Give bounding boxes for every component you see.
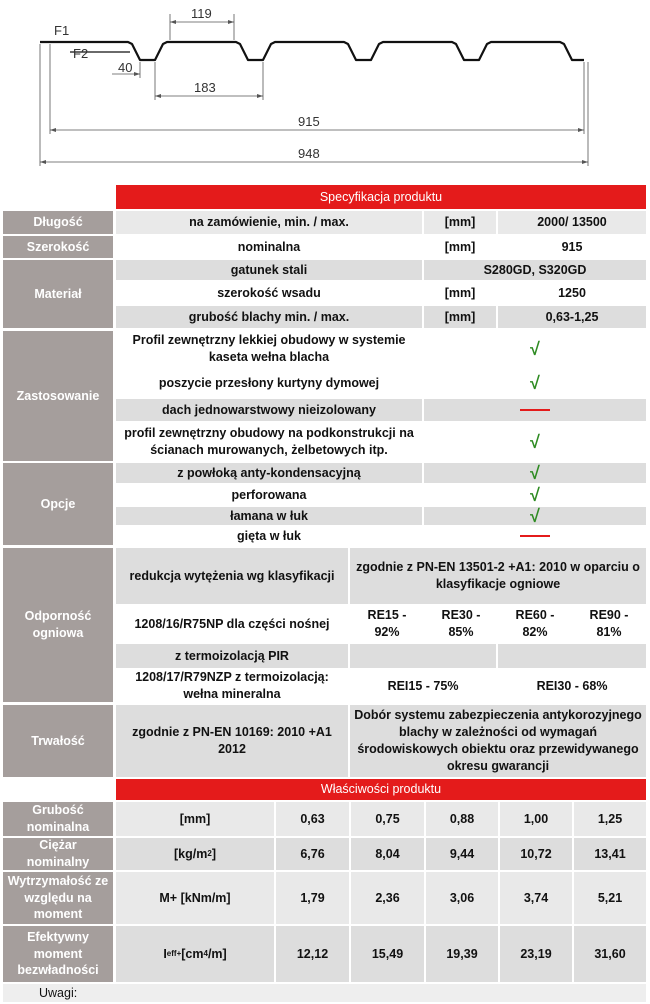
dim-183: 183: [194, 80, 216, 95]
label-efektywny: Efektywny moment bezwładności: [3, 926, 113, 982]
szerokosc-desc: nominalna: [237, 239, 301, 254]
dash-icon: [424, 527, 646, 545]
odpornosc-rei15: REI15 - 75%: [387, 678, 459, 693]
efektywny-value: 31,60: [574, 926, 646, 982]
grubosc-value: 1,00: [500, 802, 572, 836]
zastosowanie-row3: dach jednowarstwowy nieizolowany: [116, 399, 422, 421]
grubosc-value: 0,88: [426, 802, 498, 836]
label-trwalosc: Trwałość: [3, 705, 113, 777]
ciezar-value: 10,72: [500, 838, 572, 870]
wytrzymalosc-value: 2,36: [351, 872, 424, 924]
material-gatunek-desc: gatunek stali: [116, 260, 422, 280]
check-icon: √: [530, 431, 540, 452]
dlugosc-desc: na zamówienie, min. / max.: [116, 211, 422, 234]
material-grubosc-value: 0,63-1,25: [498, 306, 646, 328]
zastosowanie-row2: poszycie przesłony kurtyny dymowej: [158, 375, 380, 390]
material-wsad-desc: szerokość wsadu: [217, 285, 321, 300]
opcje-row3: łamana w łuk: [116, 507, 422, 525]
efektywny-unit: I eff + [cm 4 /m]: [116, 926, 274, 982]
profile-outline: [40, 42, 584, 60]
odpornosc-re30: RE30 - 85%: [441, 608, 481, 639]
wytrzymalosc-unit: M+ [kNm/m]: [116, 872, 274, 924]
dim-948: 948: [298, 146, 320, 161]
odpornosc-pir-empty2: [498, 644, 646, 668]
label-wytrzymalosc: Wytrzymałość ze względu na moment: [3, 872, 113, 924]
label-f1: F1: [54, 23, 70, 38]
odpornosc-reduction-value: zgodnie z PN-EN 13501-2 +A1: 2010 w oparciu o klasyfikacje ogniowe: [350, 548, 646, 604]
check-icon: √: [424, 463, 646, 483]
wytrzymalosc-value: 1,79: [276, 872, 349, 924]
zastosowanie-row4: profil zewnętrzny obudowy na podkonstrukcji na ścianach murowanych, żelbetowych itp.: [124, 426, 414, 457]
props-header: Właściwości produktu: [116, 779, 646, 800]
check-icon: √: [530, 484, 540, 505]
dlugosc-value: 2000/ 13500: [498, 211, 646, 234]
dash-icon: [424, 399, 646, 421]
dim-915: 915: [298, 114, 320, 129]
wytrzymalosc-value: 5,21: [574, 872, 646, 924]
odpornosc-re15: RE15 - 92%: [367, 608, 407, 639]
label-zastosowanie: Zastosowanie: [3, 331, 113, 461]
zastosowanie-row1: Profil zewnętrzny lekkiej obudowy w systemie kaseta wełna blacha: [132, 333, 406, 364]
grubosc-value: 0,75: [351, 802, 424, 836]
efektywny-value: 15,49: [351, 926, 424, 982]
check-icon: √: [530, 372, 540, 393]
spec-header: Specyfikacja produktu: [116, 185, 646, 209]
grubosc-unit: [mm]: [116, 802, 274, 836]
grubosc-value: 0,63: [276, 802, 349, 836]
label-material: Materiał: [3, 260, 113, 328]
odpornosc-re90: RE90 - 81%: [589, 608, 629, 639]
label-odpornosc: Odporność ogniowa: [3, 548, 113, 702]
trwalosc-value: Dobór systemu zabezpieczenia antykorozyjnego blachy w zależności od wymagań środowiskowych obiektu oraz przewidywanego okresu gwarancji: [350, 705, 646, 777]
material-wsad-value: 1250: [558, 285, 586, 300]
efektywny-value: 23,19: [500, 926, 572, 982]
label-f2: F2: [73, 46, 89, 61]
trwalosc-desc: zgodnie z PN-EN 10169: 2010 +A1 2012: [116, 705, 348, 777]
efektywny-value: 12,12: [276, 926, 349, 982]
ciezar-value: 9,44: [426, 838, 498, 870]
odpornosc-pir-desc: z termoizolacją PIR: [116, 644, 348, 668]
wytrzymalosc-value: 3,74: [500, 872, 572, 924]
ciezar-value: 6,76: [276, 838, 349, 870]
label-grubosc: Grubość nominalna: [3, 802, 113, 836]
ciezar-unit: [kg/m 2 ]: [116, 838, 274, 870]
szerokosc-unit: [mm]: [444, 239, 476, 254]
grubosc-value: 1,25: [574, 802, 646, 836]
ciezar-value: 8,04: [351, 838, 424, 870]
odpornosc-pir-empty1: [350, 644, 496, 668]
label-dlugosc: Długość: [3, 211, 113, 234]
profile-drawing: [0, 0, 650, 180]
material-wsad-unit: [mm]: [444, 285, 476, 300]
dim-119: 119: [191, 6, 212, 21]
opcje-row1: z powłoką anty-kondensacyjną: [116, 463, 422, 483]
odpornosc-rei30: REI30 - 68%: [536, 678, 608, 693]
label-ciezar: Ciężar nominalny: [3, 838, 113, 870]
efektywny-value: 19,39: [426, 926, 498, 982]
uwagi-label: Uwagi:: [3, 984, 646, 1002]
wytrzymalosc-value: 3,06: [426, 872, 498, 924]
label-szerokosc: Szerokość: [3, 236, 113, 258]
ciezar-value: 13,41: [574, 838, 646, 870]
label-opcje: Opcje: [3, 463, 113, 545]
opcje-row4: gięta w łuk: [237, 528, 301, 543]
material-gatunek-value: S280GD, S320GD: [424, 260, 646, 280]
material-grubosc-unit: [mm]: [424, 306, 496, 328]
material-grubosc-desc: grubość blachy min. / max.: [116, 306, 422, 328]
dlugosc-unit: [mm]: [424, 211, 496, 234]
opcje-row2: perforowana: [231, 487, 307, 502]
odpornosc-r79nzp-desc: 1208/17/R79NZP z termoizolacją: wełna mineralna: [135, 670, 329, 701]
dim-40: 40: [118, 60, 133, 75]
odpornosc-r75np-desc: 1208/16/R75NP dla części nośnej: [134, 616, 330, 631]
odpornosc-reduction-desc: redukcja wytężenia wg klasyfikacji: [116, 548, 348, 604]
check-icon: √: [530, 338, 540, 359]
szerokosc-value: 915: [561, 239, 583, 254]
check-icon: √: [424, 507, 646, 525]
odpornosc-re60: RE60 - 82%: [515, 608, 555, 639]
